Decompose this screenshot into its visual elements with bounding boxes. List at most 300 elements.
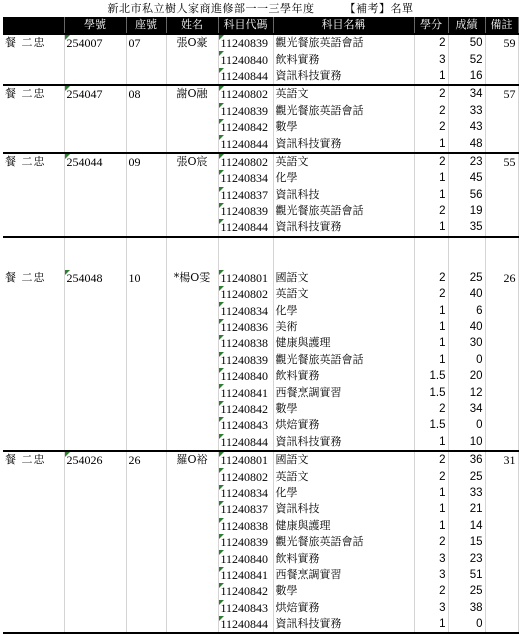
student-id-cell[interactable]	[64, 501, 126, 517]
student-name-cell[interactable]	[166, 434, 218, 451]
seat-cell[interactable]	[126, 119, 166, 135]
class-cell[interactable]	[3, 103, 64, 119]
score-cell[interactable]: 48	[448, 135, 485, 152]
credits-cell[interactable]: 1	[414, 518, 448, 534]
student-id-cell[interactable]: 254047	[64, 85, 126, 102]
student-id-cell[interactable]	[64, 170, 126, 186]
student-id-cell[interactable]	[64, 51, 126, 67]
student-id-cell[interactable]	[64, 550, 126, 566]
subject-name-cell[interactable]: 化學	[273, 485, 414, 501]
column-header[interactable]: 學號	[64, 17, 126, 34]
subject-name-cell[interactable]: 資訊科技實務	[273, 68, 414, 85]
empty-cell[interactable]	[448, 254, 485, 270]
student-name-cell[interactable]	[166, 170, 218, 186]
class-cell[interactable]	[3, 468, 64, 484]
score-cell[interactable]: 23	[448, 550, 485, 566]
subject-code-cell[interactable]: 11240834	[218, 302, 273, 318]
student-id-cell[interactable]	[64, 286, 126, 302]
student-name-cell[interactable]: *楊O雯	[166, 270, 218, 286]
subject-code-cell[interactable]: 11240802	[218, 85, 273, 102]
subject-code-cell[interactable]: 11240842	[218, 401, 273, 417]
class-cell[interactable]	[3, 319, 64, 335]
class-cell[interactable]	[3, 600, 64, 616]
student-name-cell[interactable]	[166, 550, 218, 566]
student-id-cell[interactable]	[64, 187, 126, 203]
class-cell[interactable]: 餐 二忠	[3, 451, 64, 468]
subject-name-cell[interactable]: 國語文	[273, 451, 414, 468]
class-cell[interactable]	[3, 501, 64, 517]
student-id-cell[interactable]	[64, 468, 126, 484]
class-cell[interactable]	[3, 534, 64, 550]
credits-cell[interactable]: 1	[414, 68, 448, 85]
class-cell[interactable]	[3, 335, 64, 351]
credits-cell[interactable]: 2	[414, 103, 448, 119]
seat-cell[interactable]	[126, 583, 166, 599]
credits-cell[interactable]: 1	[414, 170, 448, 186]
class-cell[interactable]	[3, 616, 64, 633]
credits-cell[interactable]: 2	[414, 401, 448, 417]
empty-cell[interactable]	[273, 254, 414, 270]
seat-cell[interactable]	[126, 187, 166, 203]
credits-cell[interactable]: 1	[414, 335, 448, 351]
subject-code-cell[interactable]: 11240842	[218, 119, 273, 135]
student-name-cell[interactable]: 張O豪	[166, 34, 218, 51]
subject-code-cell[interactable]: 11240844	[218, 135, 273, 152]
class-cell[interactable]	[3, 219, 64, 236]
subject-code-cell[interactable]: 11240802	[218, 153, 273, 170]
subject-name-cell[interactable]: 健康與護理	[273, 335, 414, 351]
subject-name-cell[interactable]: 資訊科技實務	[273, 135, 414, 152]
subject-code-cell[interactable]: 11240840	[218, 51, 273, 67]
subject-name-cell[interactable]: 化學	[273, 302, 414, 318]
empty-cell[interactable]	[126, 237, 166, 254]
student-id-cell[interactable]: 254048	[64, 270, 126, 286]
class-cell[interactable]	[3, 384, 64, 400]
seat-cell[interactable]	[126, 286, 166, 302]
student-id-cell[interactable]	[64, 384, 126, 400]
class-cell[interactable]: 餐 二忠	[3, 270, 64, 286]
class-cell[interactable]	[3, 203, 64, 219]
note-cell[interactable]	[485, 203, 518, 219]
student-name-cell[interactable]	[166, 583, 218, 599]
class-cell[interactable]	[3, 170, 64, 186]
subject-name-cell[interactable]: 健康與護理	[273, 518, 414, 534]
student-name-cell[interactable]: 謝O融	[166, 85, 218, 102]
note-cell[interactable]	[485, 583, 518, 599]
column-header[interactable]: 學分	[414, 17, 448, 34]
class-cell[interactable]	[3, 135, 64, 152]
score-cell[interactable]: 25	[448, 468, 485, 484]
class-cell[interactable]: 餐 二忠	[3, 34, 64, 51]
note-cell[interactable]	[485, 187, 518, 203]
credits-cell[interactable]: 1	[414, 319, 448, 335]
score-cell[interactable]: 33	[448, 485, 485, 501]
note-cell[interactable]: 26	[485, 270, 518, 286]
credits-cell[interactable]: 2	[414, 468, 448, 484]
empty-cell[interactable]	[218, 254, 273, 270]
credits-cell[interactable]: 1	[414, 302, 448, 318]
class-cell[interactable]	[3, 302, 64, 318]
column-header[interactable]: 科目代碼	[218, 17, 273, 34]
student-name-cell[interactable]	[166, 352, 218, 368]
note-cell[interactable]	[485, 51, 518, 67]
subject-code-cell[interactable]: 11240840	[218, 550, 273, 566]
score-cell[interactable]: 0	[448, 616, 485, 633]
subject-code-cell[interactable]: 11240843	[218, 600, 273, 616]
note-cell[interactable]: 55	[485, 153, 518, 170]
class-cell[interactable]	[3, 434, 64, 451]
empty-cell[interactable]	[414, 237, 448, 254]
note-cell[interactable]	[485, 302, 518, 318]
class-cell[interactable]	[3, 68, 64, 85]
score-cell[interactable]: 45	[448, 170, 485, 186]
note-cell[interactable]	[485, 135, 518, 152]
class-cell[interactable]	[3, 567, 64, 583]
subject-name-cell[interactable]: 飲料實務	[273, 550, 414, 566]
credits-cell[interactable]: 2	[414, 203, 448, 219]
column-header[interactable]	[3, 17, 64, 34]
seat-cell[interactable]	[126, 600, 166, 616]
note-cell[interactable]	[485, 417, 518, 433]
class-cell[interactable]	[3, 417, 64, 433]
credits-cell[interactable]: 2	[414, 270, 448, 286]
class-cell[interactable]	[3, 119, 64, 135]
class-cell[interactable]: 餐 二忠	[3, 153, 64, 170]
seat-cell[interactable]	[126, 417, 166, 433]
empty-cell[interactable]	[485, 237, 518, 254]
student-name-cell[interactable]	[166, 384, 218, 400]
subject-code-cell[interactable]: 11240839	[218, 203, 273, 219]
subject-name-cell[interactable]: 數學	[273, 119, 414, 135]
score-cell[interactable]: 56	[448, 187, 485, 203]
credits-cell[interactable]: 1	[414, 352, 448, 368]
student-id-cell[interactable]	[64, 434, 126, 451]
note-cell[interactable]	[485, 335, 518, 351]
credits-cell[interactable]: 2	[414, 534, 448, 550]
score-cell[interactable]: 10	[448, 434, 485, 451]
student-id-cell[interactable]	[64, 417, 126, 433]
student-id-cell[interactable]	[64, 203, 126, 219]
seat-cell[interactable]	[126, 219, 166, 236]
student-id-cell[interactable]	[64, 518, 126, 534]
score-cell[interactable]: 21	[448, 501, 485, 517]
subject-name-cell[interactable]: 西餐烹調實習	[273, 384, 414, 400]
note-cell[interactable]	[485, 219, 518, 236]
score-cell[interactable]: 23	[448, 153, 485, 170]
class-cell[interactable]	[3, 352, 64, 368]
student-id-cell[interactable]	[64, 616, 126, 633]
note-cell[interactable]	[485, 68, 518, 85]
score-cell[interactable]: 0	[448, 352, 485, 368]
subject-name-cell[interactable]: 英語文	[273, 85, 414, 102]
score-cell[interactable]: 12	[448, 384, 485, 400]
student-name-cell[interactable]	[166, 417, 218, 433]
seat-cell[interactable]	[126, 501, 166, 517]
credits-cell[interactable]: 2	[414, 34, 448, 51]
student-id-cell[interactable]	[64, 485, 126, 501]
note-cell[interactable]	[485, 352, 518, 368]
subject-code-cell[interactable]: 11240838	[218, 335, 273, 351]
subject-name-cell[interactable]: 數學	[273, 583, 414, 599]
student-name-cell[interactable]	[166, 302, 218, 318]
seat-cell[interactable]	[126, 103, 166, 119]
note-cell[interactable]	[485, 434, 518, 451]
column-header[interactable]: 姓名	[166, 17, 218, 34]
subject-name-cell[interactable]: 美術	[273, 319, 414, 335]
subject-code-cell[interactable]: 11240839	[218, 352, 273, 368]
class-cell[interactable]	[3, 518, 64, 534]
subject-name-cell[interactable]: 烘焙實務	[273, 600, 414, 616]
credits-cell[interactable]: 1	[414, 616, 448, 633]
subject-name-cell[interactable]: 國語文	[273, 270, 414, 286]
student-id-cell[interactable]	[64, 103, 126, 119]
student-name-cell[interactable]	[166, 203, 218, 219]
note-cell[interactable]	[485, 119, 518, 135]
student-name-cell[interactable]	[166, 103, 218, 119]
student-name-cell[interactable]	[166, 368, 218, 384]
student-name-cell[interactable]	[166, 534, 218, 550]
seat-cell[interactable]: 26	[126, 451, 166, 468]
seat-cell[interactable]	[126, 68, 166, 85]
subject-name-cell[interactable]: 烘焙實務	[273, 417, 414, 433]
class-cell[interactable]	[3, 550, 64, 566]
empty-cell[interactable]	[166, 254, 218, 270]
subject-name-cell[interactable]: 觀光餐旅英語會話	[273, 103, 414, 119]
note-cell[interactable]	[485, 567, 518, 583]
empty-cell[interactable]	[3, 237, 64, 254]
subject-code-cell[interactable]: 11240844	[218, 434, 273, 451]
credits-cell[interactable]: 3	[414, 51, 448, 67]
subject-code-cell[interactable]: 11240834	[218, 170, 273, 186]
student-name-cell[interactable]	[166, 485, 218, 501]
score-cell[interactable]: 25	[448, 270, 485, 286]
student-id-cell[interactable]	[64, 219, 126, 236]
student-id-cell[interactable]	[64, 119, 126, 135]
score-cell[interactable]: 52	[448, 51, 485, 67]
student-id-cell[interactable]	[64, 135, 126, 152]
subject-code-cell[interactable]: 11240839	[218, 534, 273, 550]
student-name-cell[interactable]	[166, 567, 218, 583]
note-cell[interactable]	[485, 501, 518, 517]
class-cell[interactable]	[3, 286, 64, 302]
note-cell[interactable]	[485, 518, 518, 534]
note-cell[interactable]	[485, 319, 518, 335]
credits-cell[interactable]: 2	[414, 451, 448, 468]
credits-cell[interactable]: 1	[414, 434, 448, 451]
seat-cell[interactable]	[126, 468, 166, 484]
empty-cell[interactable]	[3, 254, 64, 270]
seat-cell[interactable]	[126, 302, 166, 318]
student-name-cell[interactable]	[166, 616, 218, 633]
student-id-cell[interactable]: 254007	[64, 34, 126, 51]
empty-cell[interactable]	[218, 237, 273, 254]
score-cell[interactable]: 36	[448, 451, 485, 468]
score-cell[interactable]: 34	[448, 401, 485, 417]
credits-cell[interactable]: 3	[414, 550, 448, 566]
credits-cell[interactable]: 2	[414, 153, 448, 170]
student-id-cell[interactable]: 254044	[64, 153, 126, 170]
student-name-cell[interactable]	[166, 135, 218, 152]
note-cell[interactable]	[485, 170, 518, 186]
subject-name-cell[interactable]: 英語文	[273, 153, 414, 170]
student-name-cell[interactable]	[166, 68, 218, 85]
seat-cell[interactable]	[126, 170, 166, 186]
student-name-cell[interactable]: 羅O裕	[166, 451, 218, 468]
class-cell[interactable]	[3, 368, 64, 384]
seat-cell[interactable]	[126, 567, 166, 583]
class-cell[interactable]	[3, 401, 64, 417]
student-name-cell[interactable]	[166, 401, 218, 417]
student-id-cell[interactable]	[64, 68, 126, 85]
credits-cell[interactable]: 2	[414, 286, 448, 302]
subject-name-cell[interactable]: 飲料實務	[273, 368, 414, 384]
score-cell[interactable]: 50	[448, 34, 485, 51]
score-cell[interactable]: 6	[448, 302, 485, 318]
note-cell[interactable]	[485, 401, 518, 417]
subject-name-cell[interactable]: 觀光餐旅英語會話	[273, 352, 414, 368]
student-id-cell[interactable]	[64, 567, 126, 583]
seat-cell[interactable]	[126, 368, 166, 384]
subject-code-cell[interactable]: 11240839	[218, 103, 273, 119]
subject-name-cell[interactable]: 觀光餐旅英語會話	[273, 534, 414, 550]
credits-cell[interactable]: 2	[414, 119, 448, 135]
subject-code-cell[interactable]: 11240838	[218, 518, 273, 534]
subject-code-cell[interactable]: 11240837	[218, 501, 273, 517]
note-cell[interactable]	[485, 534, 518, 550]
seat-cell[interactable]: 09	[126, 153, 166, 170]
credits-cell[interactable]: 2	[414, 583, 448, 599]
empty-cell[interactable]	[485, 254, 518, 270]
student-id-cell[interactable]	[64, 583, 126, 599]
student-name-cell[interactable]	[166, 335, 218, 351]
note-cell[interactable]	[485, 384, 518, 400]
column-header[interactable]: 備註	[485, 17, 518, 34]
student-name-cell[interactable]	[166, 319, 218, 335]
subject-code-cell[interactable]: 11240834	[218, 485, 273, 501]
credits-cell[interactable]: 1	[414, 501, 448, 517]
subject-code-cell[interactable]: 11240836	[218, 319, 273, 335]
score-cell[interactable]: 33	[448, 103, 485, 119]
note-cell[interactable]	[485, 368, 518, 384]
score-cell[interactable]: 35	[448, 219, 485, 236]
subject-name-cell[interactable]: 英語文	[273, 468, 414, 484]
student-name-cell[interactable]: 張O宸	[166, 153, 218, 170]
seat-cell[interactable]	[126, 485, 166, 501]
subject-name-cell[interactable]: 數學	[273, 401, 414, 417]
seat-cell[interactable]	[126, 384, 166, 400]
subject-name-cell[interactable]: 觀光餐旅英語會話	[273, 34, 414, 51]
student-name-cell[interactable]	[166, 286, 218, 302]
student-name-cell[interactable]	[166, 219, 218, 236]
student-name-cell[interactable]	[166, 187, 218, 203]
subject-name-cell[interactable]: 資訊科技	[273, 187, 414, 203]
score-cell[interactable]: 34	[448, 85, 485, 102]
seat-cell[interactable]	[126, 203, 166, 219]
seat-cell[interactable]: 07	[126, 34, 166, 51]
column-header[interactable]: 座號	[126, 17, 166, 34]
score-cell[interactable]: 0	[448, 417, 485, 433]
empty-cell[interactable]	[166, 237, 218, 254]
student-id-cell[interactable]	[64, 352, 126, 368]
score-cell[interactable]: 40	[448, 319, 485, 335]
score-cell[interactable]: 14	[448, 518, 485, 534]
student-name-cell[interactable]	[166, 51, 218, 67]
student-id-cell[interactable]	[64, 302, 126, 318]
credits-cell[interactable]: 1.5	[414, 417, 448, 433]
seat-cell[interactable]	[126, 401, 166, 417]
seat-cell[interactable]: 08	[126, 85, 166, 102]
subject-code-cell[interactable]: 11240844	[218, 616, 273, 633]
note-cell[interactable]: 57	[485, 85, 518, 102]
seat-cell[interactable]	[126, 616, 166, 633]
column-header[interactable]: 成績	[448, 17, 485, 34]
subject-code-cell[interactable]: 11240842	[218, 583, 273, 599]
score-cell[interactable]: 51	[448, 567, 485, 583]
note-cell[interactable]: 31	[485, 451, 518, 468]
subject-code-cell[interactable]: 11240844	[218, 68, 273, 85]
student-id-cell[interactable]	[64, 335, 126, 351]
subject-code-cell[interactable]: 11240802	[218, 468, 273, 484]
seat-cell[interactable]	[126, 518, 166, 534]
note-cell[interactable]	[485, 103, 518, 119]
note-cell[interactable]: 59	[485, 34, 518, 51]
score-cell[interactable]: 30	[448, 335, 485, 351]
credits-cell[interactable]: 1	[414, 135, 448, 152]
student-name-cell[interactable]	[166, 468, 218, 484]
empty-cell[interactable]	[273, 237, 414, 254]
credits-cell[interactable]: 1	[414, 187, 448, 203]
subject-name-cell[interactable]: 資訊科技	[273, 501, 414, 517]
note-cell[interactable]	[485, 550, 518, 566]
score-cell[interactable]: 25	[448, 583, 485, 599]
subject-code-cell[interactable]: 11240839	[218, 34, 273, 51]
subject-code-cell[interactable]: 11240841	[218, 567, 273, 583]
subject-code-cell[interactable]: 11240841	[218, 384, 273, 400]
seat-cell[interactable]: 10	[126, 270, 166, 286]
student-name-cell[interactable]	[166, 518, 218, 534]
score-cell[interactable]: 43	[448, 119, 485, 135]
subject-name-cell[interactable]: 英語文	[273, 286, 414, 302]
seat-cell[interactable]	[126, 135, 166, 152]
student-id-cell[interactable]	[64, 401, 126, 417]
seat-cell[interactable]	[126, 51, 166, 67]
empty-cell[interactable]	[414, 254, 448, 270]
subject-code-cell[interactable]: 11240840	[218, 368, 273, 384]
seat-cell[interactable]	[126, 550, 166, 566]
class-cell[interactable]	[3, 583, 64, 599]
note-cell[interactable]	[485, 485, 518, 501]
score-cell[interactable]: 19	[448, 203, 485, 219]
score-cell[interactable]: 40	[448, 286, 485, 302]
empty-cell[interactable]	[126, 254, 166, 270]
student-id-cell[interactable]	[64, 600, 126, 616]
seat-cell[interactable]	[126, 352, 166, 368]
score-cell[interactable]: 20	[448, 368, 485, 384]
class-cell[interactable]	[3, 187, 64, 203]
seat-cell[interactable]	[126, 434, 166, 451]
subject-name-cell[interactable]: 觀光餐旅英語會話	[273, 203, 414, 219]
note-cell[interactable]	[485, 616, 518, 633]
class-cell[interactable]	[3, 51, 64, 67]
student-id-cell[interactable]	[64, 319, 126, 335]
seat-cell[interactable]	[126, 335, 166, 351]
student-name-cell[interactable]	[166, 501, 218, 517]
subject-code-cell[interactable]: 11240843	[218, 417, 273, 433]
score-cell[interactable]: 16	[448, 68, 485, 85]
class-cell[interactable]: 餐 二忠	[3, 85, 64, 102]
credits-cell[interactable]: 1.5	[414, 384, 448, 400]
score-cell[interactable]: 38	[448, 600, 485, 616]
